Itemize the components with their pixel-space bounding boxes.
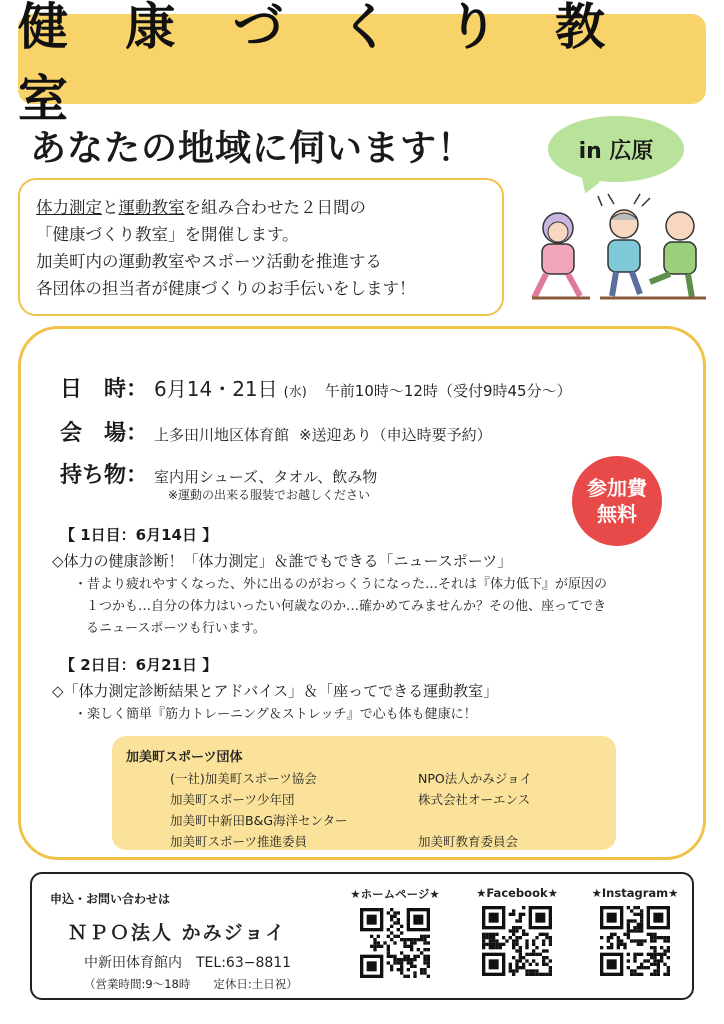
fee-line-1: 参加費: [587, 476, 647, 500]
organizations-list: [170, 769, 602, 850]
headline: あなたの地域に伺います！: [30, 128, 475, 169]
day1-body-line-3: るニュースポーツも行います。: [86, 621, 266, 636]
intro-fitness-test: 体力測定: [36, 198, 102, 217]
intro-line-3: 加美町内の運動教室やスポーツ活動を推進する: [36, 252, 382, 271]
items-row: [60, 458, 377, 489]
items-value: 室内用シューズ、タオル、飲み物: [154, 468, 378, 486]
org-item: NPO法人かみジョイ: [418, 771, 532, 786]
schedule-date: 6月14・21日: [154, 377, 278, 401]
qr-facebook-label: ★Facebook★: [476, 886, 558, 900]
qr-homepage[interactable]: [340, 886, 450, 982]
org-item: [418, 811, 638, 829]
location-text: in 広原: [578, 138, 654, 164]
intro-line-4: 各団体の担当者が健康づくりのお手伝いをします！: [36, 279, 416, 298]
qr-instagram[interactable]: [580, 886, 690, 980]
intro-text: を組み合わせた２日間の: [184, 198, 366, 217]
venue-note: ※送迎あり（申込時要予約）: [299, 426, 492, 444]
organizations-title: 加美町スポーツ団体: [126, 750, 243, 765]
org-item: (一社)加美町スポーツ協会: [170, 771, 317, 786]
contact-hours: （営業時間:9〜18時 定休日:土日祝）: [84, 977, 298, 991]
org-item: 加美町教育委員会: [418, 834, 519, 849]
title-banner: [18, 0, 706, 128]
intro-line-2: 「健康づくり教室」を開催します。: [36, 225, 299, 244]
contact-label: 申込・お問い合わせは: [50, 892, 171, 906]
intro-text: と: [102, 198, 119, 217]
items-note: ※運動の出来る服装でお越しください: [168, 488, 371, 502]
location-bubble: [548, 116, 684, 182]
venue-row: [60, 416, 492, 447]
qr-code-icon[interactable]: [360, 908, 430, 978]
venue-value: 上多田川地区体育館: [154, 426, 290, 444]
intro-box: [18, 178, 504, 316]
day1-body-line-2: １つかも…自分の体力はいったい何歳なのか…確かめてみませんか？その他、座ってでき: [86, 599, 607, 614]
schedule-label: 日 時：: [60, 377, 149, 402]
day1-body: [74, 574, 674, 640]
org-item: 加美町スポーツ少年団: [170, 792, 295, 807]
org-item: 株式会社オーエンス: [418, 792, 531, 807]
contact-address: 中新田体育館内 TEL:63−8811: [84, 955, 292, 971]
qr-code-icon[interactable]: [482, 906, 552, 976]
fee-line-2: 無料: [597, 502, 637, 526]
intro-exercise-class: 運動教室: [118, 198, 185, 217]
fee-badge: [572, 456, 662, 546]
venue-label: 会 場：: [60, 421, 149, 446]
qr-code-icon[interactable]: [600, 906, 670, 976]
day1-body-line-1: ・昔より疲れやすくなった、外に出るのがおっくうになった…それは『体力低下』が原因の: [74, 577, 608, 592]
page-title: 健 康 づ く り 教 室: [18, 0, 626, 128]
day1-subheading: ◇体力の健康診断！「体力測定」＆誰でもできる「ニュースポーツ」: [52, 552, 513, 570]
schedule-dow: (水): [283, 385, 307, 400]
day2-heading: 【 2日目：6月21日 】: [60, 656, 218, 674]
day2-subheading: ◇「体力測定診断結果とアドバイス」＆「座ってできる運動教室」: [52, 682, 499, 700]
qr-homepage-label: ★ホームページ★: [350, 887, 440, 901]
organizations-box: [112, 736, 616, 850]
schedule-time: 午前10時〜12時（受付9時45分〜）: [324, 382, 572, 400]
day1-heading: 【 1日目：6月14日 】: [60, 526, 218, 544]
day2-body-line-1: ・楽しく簡単『筋力トレーニング＆ストレッチ』で心も体も健康に！: [74, 707, 477, 722]
contact-org: ＮＰＯ法人 かみジョイ: [68, 922, 287, 944]
contact-box: [30, 872, 694, 1000]
qr-instagram-label: ★Instagram★: [591, 886, 679, 900]
qr-facebook[interactable]: [462, 886, 572, 980]
day2-body: [74, 704, 674, 726]
org-item: 加美町中新田B&G海洋センター: [170, 813, 348, 828]
seniors-exercising-illustration: [520, 186, 710, 306]
schedule-row: [60, 372, 572, 403]
org-item: 加美町スポーツ推進委員: [170, 834, 308, 849]
items-label: 持ち物：: [60, 463, 149, 488]
